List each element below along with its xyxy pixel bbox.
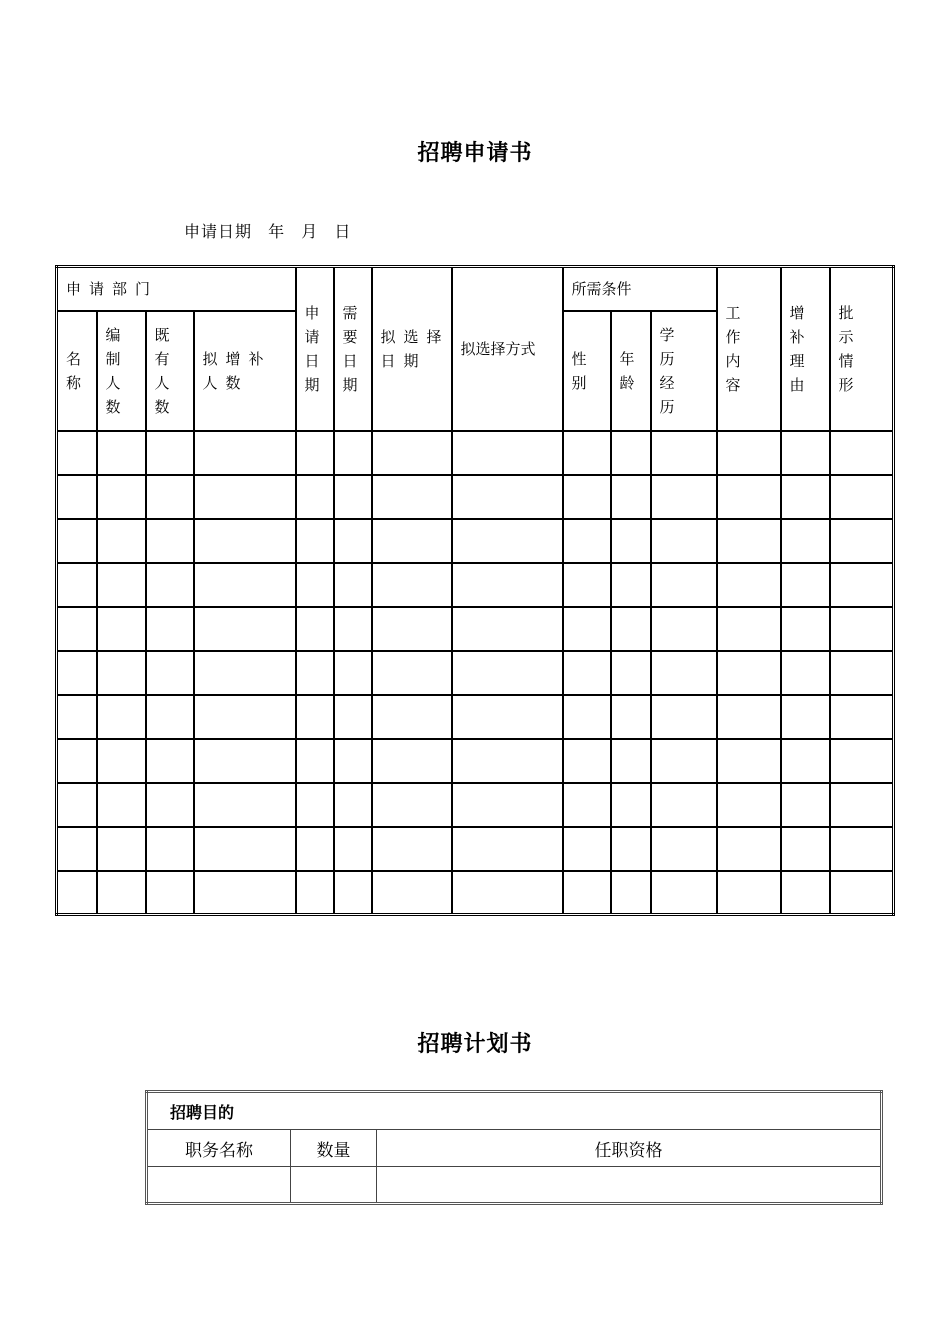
- table-cell[interactable]: [563, 739, 611, 783]
- table-row: [57, 695, 894, 739]
- header-reason: 增补理由: [781, 267, 830, 431]
- table-cell[interactable]: [651, 871, 717, 915]
- table-cell[interactable]: [194, 431, 296, 475]
- table-cell[interactable]: [717, 475, 781, 519]
- table-cell[interactable]: [97, 475, 146, 519]
- table-cell[interactable]: [334, 739, 372, 783]
- table-cell[interactable]: [651, 519, 717, 563]
- table-cell[interactable]: [296, 519, 334, 563]
- table-cell[interactable]: [651, 739, 717, 783]
- table-row: [57, 431, 894, 475]
- table-cell[interactable]: [651, 651, 717, 695]
- table-cell[interactable]: [296, 563, 334, 607]
- table-cell[interactable]: [372, 519, 452, 563]
- date-month: 月: [301, 222, 319, 241]
- table-cell[interactable]: [611, 475, 651, 519]
- table-cell[interactable]: [334, 695, 372, 739]
- table-cell[interactable]: [563, 651, 611, 695]
- application-table: [55, 265, 895, 916]
- table-row: [57, 651, 894, 695]
- table-cell[interactable]: [194, 563, 296, 607]
- header-select-method: 拟选择方式: [452, 267, 563, 431]
- table-cell[interactable]: [563, 783, 611, 827]
- table-cell[interactable]: [146, 827, 194, 871]
- table-cell[interactable]: [334, 475, 372, 519]
- table-cell[interactable]: [334, 607, 372, 651]
- header-requirements: 所需条件: [563, 267, 717, 311]
- table-cell[interactable]: [194, 607, 296, 651]
- table-cell[interactable]: [194, 519, 296, 563]
- header-education: 学历经历: [651, 311, 717, 431]
- table-cell[interactable]: [57, 739, 97, 783]
- table-cell[interactable]: [611, 695, 651, 739]
- table-cell[interactable]: [372, 475, 452, 519]
- table-cell[interactable]: [334, 827, 372, 871]
- header-need-date: 需要日期: [334, 267, 372, 431]
- table-cell[interactable]: [97, 695, 146, 739]
- header-staffed: 编制人数: [97, 311, 146, 431]
- table-cell[interactable]: [781, 519, 830, 563]
- table-cell[interactable]: [372, 739, 452, 783]
- table-cell[interactable]: [57, 871, 97, 915]
- table-cell[interactable]: [781, 827, 830, 871]
- table-cell[interactable]: [717, 695, 781, 739]
- table-cell[interactable]: [651, 783, 717, 827]
- table-cell[interactable]: [563, 827, 611, 871]
- table-cell[interactable]: [372, 827, 452, 871]
- table-cell[interactable]: [57, 519, 97, 563]
- table-cell[interactable]: [830, 651, 894, 695]
- table-cell[interactable]: [830, 431, 894, 475]
- table-cell[interactable]: [563, 431, 611, 475]
- header-name: 名称: [57, 311, 97, 431]
- table-cell[interactable]: [372, 607, 452, 651]
- application-body: [57, 431, 894, 915]
- table-cell[interactable]: [97, 783, 146, 827]
- table-cell[interactable]: [717, 431, 781, 475]
- table-cell[interactable]: [781, 563, 830, 607]
- table-cell[interactable]: [781, 695, 830, 739]
- table-cell[interactable]: [452, 783, 563, 827]
- table-cell[interactable]: [372, 431, 452, 475]
- table-cell[interactable]: [194, 475, 296, 519]
- table-cell[interactable]: [97, 563, 146, 607]
- table-row: [57, 871, 894, 915]
- table-cell[interactable]: [717, 651, 781, 695]
- table-cell[interactable]: [296, 651, 334, 695]
- table-cell[interactable]: [334, 563, 372, 607]
- table-cell[interactable]: [146, 475, 194, 519]
- table-cell[interactable]: [452, 519, 563, 563]
- table-cell[interactable]: [830, 563, 894, 607]
- table-cell[interactable]: [781, 651, 830, 695]
- table-cell[interactable]: [452, 739, 563, 783]
- table-cell[interactable]: [563, 475, 611, 519]
- table-cell[interactable]: [611, 739, 651, 783]
- table-cell[interactable]: [717, 739, 781, 783]
- table-cell[interactable]: [57, 827, 97, 871]
- table-cell[interactable]: [296, 475, 334, 519]
- table-cell[interactable]: [296, 783, 334, 827]
- table-cell[interactable]: [372, 563, 452, 607]
- table-cell[interactable]: [611, 519, 651, 563]
- header-age: 年龄: [611, 311, 651, 431]
- table-cell[interactable]: [146, 607, 194, 651]
- table-cell[interactable]: [651, 431, 717, 475]
- header-existing: 既有人数: [146, 311, 194, 431]
- table-cell[interactable]: [334, 871, 372, 915]
- plan-col-qualification: 任职资格: [377, 1130, 882, 1167]
- table-cell[interactable]: [611, 431, 651, 475]
- table-cell[interactable]: [717, 519, 781, 563]
- table-row: [57, 607, 894, 651]
- table-cell[interactable]: [717, 607, 781, 651]
- header-gender: 性别: [563, 311, 611, 431]
- table-cell[interactable]: [57, 475, 97, 519]
- date-label: 申请日期: [184, 222, 253, 241]
- table-cell[interactable]: [296, 739, 334, 783]
- table-cell[interactable]: [372, 871, 452, 915]
- date-year: 年: [268, 222, 286, 241]
- table-cell[interactable]: [611, 827, 651, 871]
- table-cell[interactable]: [146, 783, 194, 827]
- plan-title: 招聘计划书: [417, 1032, 533, 1057]
- application-title: 招聘申请书: [417, 141, 533, 166]
- table-cell[interactable]: [830, 475, 894, 519]
- table-cell[interactable]: [781, 607, 830, 651]
- table-cell[interactable]: [296, 871, 334, 915]
- table-cell[interactable]: [334, 431, 372, 475]
- plan-cell-position[interactable]: [147, 1167, 291, 1204]
- table-cell[interactable]: [452, 827, 563, 871]
- table-cell[interactable]: [452, 607, 563, 651]
- table-cell[interactable]: [194, 695, 296, 739]
- table-cell[interactable]: [97, 739, 146, 783]
- table-row: [57, 783, 894, 827]
- plan-col-quantity: 数量: [291, 1130, 377, 1167]
- table-cell[interactable]: [611, 607, 651, 651]
- table-cell[interactable]: [146, 695, 194, 739]
- table-cell[interactable]: [830, 827, 894, 871]
- table-row: [57, 475, 894, 519]
- header-select-date: 拟选择日期: [372, 267, 452, 431]
- table-cell[interactable]: [830, 695, 894, 739]
- table-cell[interactable]: [563, 607, 611, 651]
- table-cell[interactable]: [57, 607, 97, 651]
- table-cell[interactable]: [717, 563, 781, 607]
- table-cell[interactable]: [194, 651, 296, 695]
- table-cell[interactable]: [651, 695, 717, 739]
- table-cell[interactable]: [563, 871, 611, 915]
- table-cell[interactable]: [296, 431, 334, 475]
- table-row: [57, 827, 894, 871]
- plan-col-position: 职务名称: [147, 1130, 291, 1167]
- table-cell[interactable]: [611, 563, 651, 607]
- table-cell[interactable]: [781, 739, 830, 783]
- table-cell[interactable]: [651, 607, 717, 651]
- table-cell[interactable]: [97, 519, 146, 563]
- table-cell[interactable]: [296, 607, 334, 651]
- table-cell[interactable]: [563, 563, 611, 607]
- table-cell[interactable]: [830, 739, 894, 783]
- table-cell[interactable]: [830, 607, 894, 651]
- table-cell[interactable]: [651, 563, 717, 607]
- table-cell[interactable]: [611, 783, 651, 827]
- header-approval: 批示情形: [830, 267, 894, 431]
- table-row: [57, 739, 894, 783]
- table-cell[interactable]: [194, 739, 296, 783]
- plan-purpose-label: 招聘目的: [147, 1092, 882, 1130]
- table-cell[interactable]: [146, 519, 194, 563]
- table-cell[interactable]: [651, 827, 717, 871]
- table-cell[interactable]: [372, 783, 452, 827]
- table-cell[interactable]: [717, 783, 781, 827]
- table-cell[interactable]: [97, 651, 146, 695]
- table-cell[interactable]: [452, 695, 563, 739]
- table-cell[interactable]: [781, 475, 830, 519]
- table-cell[interactable]: [146, 563, 194, 607]
- table-cell[interactable]: [717, 827, 781, 871]
- table-cell[interactable]: [452, 431, 563, 475]
- plan-cell-quantity[interactable]: [291, 1167, 377, 1204]
- table-cell[interactable]: [334, 651, 372, 695]
- application-date-line: [184, 219, 361, 242]
- table-cell[interactable]: [830, 871, 894, 915]
- table-cell[interactable]: [194, 827, 296, 871]
- table-row: [57, 519, 894, 563]
- table-cell[interactable]: [97, 871, 146, 915]
- table-cell[interactable]: [97, 431, 146, 475]
- table-cell[interactable]: [334, 783, 372, 827]
- table-cell[interactable]: [611, 871, 651, 915]
- plan-cell-qualification[interactable]: [377, 1167, 882, 1204]
- table-cell[interactable]: [830, 519, 894, 563]
- plan-table: [145, 1090, 883, 1205]
- table-cell[interactable]: [57, 695, 97, 739]
- table-cell[interactable]: [717, 871, 781, 915]
- table-cell[interactable]: [146, 871, 194, 915]
- header-planned-add: 拟增补人数: [194, 311, 296, 431]
- table-cell[interactable]: [563, 695, 611, 739]
- header-dept: 申请部门: [57, 267, 296, 311]
- table-cell[interactable]: [97, 607, 146, 651]
- date-day: 日: [334, 222, 352, 241]
- table-cell[interactable]: [146, 651, 194, 695]
- table-cell[interactable]: [781, 431, 830, 475]
- table-cell[interactable]: [57, 431, 97, 475]
- header-work: 工作内容: [717, 267, 781, 431]
- table-cell[interactable]: [57, 563, 97, 607]
- table-cell[interactable]: [651, 475, 717, 519]
- table-cell[interactable]: [334, 519, 372, 563]
- table-cell[interactable]: [452, 651, 563, 695]
- table-row: [57, 563, 894, 607]
- table-cell[interactable]: [452, 871, 563, 915]
- table-cell[interactable]: [372, 651, 452, 695]
- table-cell[interactable]: [146, 431, 194, 475]
- table-cell[interactable]: [452, 563, 563, 607]
- header-apply-date: 申请日期: [296, 267, 334, 431]
- table-cell[interactable]: [296, 827, 334, 871]
- table-cell[interactable]: [563, 519, 611, 563]
- table-cell[interactable]: [781, 783, 830, 827]
- table-cell[interactable]: [611, 651, 651, 695]
- table-cell[interactable]: [194, 783, 296, 827]
- table-cell[interactable]: [57, 783, 97, 827]
- table-cell[interactable]: [146, 739, 194, 783]
- table-cell[interactable]: [830, 783, 894, 827]
- table-cell[interactable]: [781, 871, 830, 915]
- table-cell[interactable]: [97, 827, 146, 871]
- table-cell[interactable]: [296, 695, 334, 739]
- table-cell[interactable]: [372, 695, 452, 739]
- table-cell[interactable]: [57, 651, 97, 695]
- table-cell[interactable]: [452, 475, 563, 519]
- table-cell[interactable]: [194, 871, 296, 915]
